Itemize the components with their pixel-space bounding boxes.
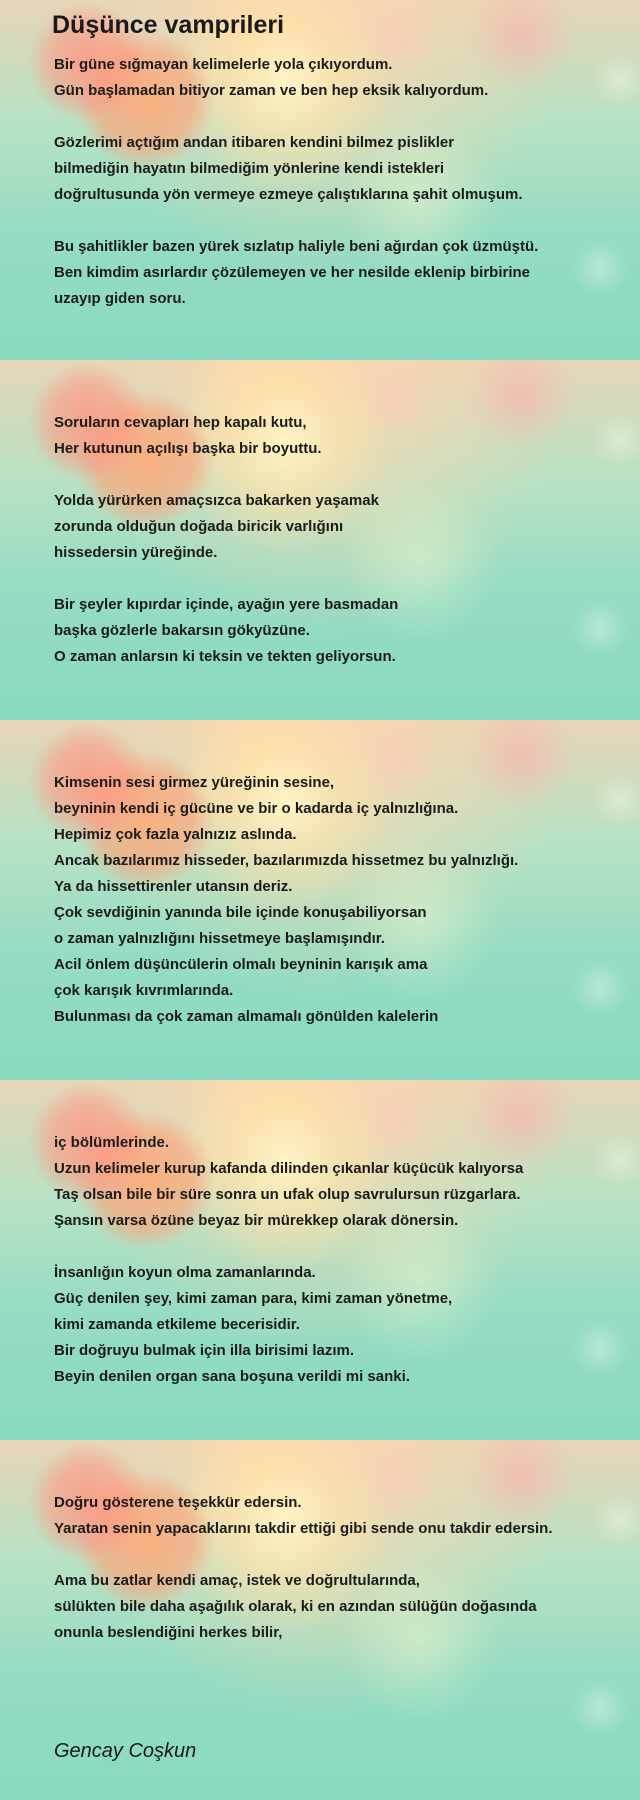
poem-title: Düşünce vamprileri <box>52 11 285 39</box>
poem-line: Gün başlamadan bitiyor zaman ve ben hep eksik kalıyordum. <box>54 82 489 99</box>
poem-line: Ancak bazılarımız hisseder, bazılarımızda hissetmez bu yalnızlığı. <box>54 852 519 869</box>
poem-line: Bir doğruyu bulmak için illa birisimi lazım. <box>54 1342 355 1359</box>
poem-line: Her kutunun açılışı başka bir boyuttu. <box>54 440 322 457</box>
poem-section-3 <box>54 770 518 1030</box>
stanza-gap <box>54 462 398 488</box>
poem-section-5 <box>54 1490 553 1646</box>
poem-line: iç bölümlerinde. <box>54 1134 170 1151</box>
stanza-gap <box>54 1234 523 1260</box>
poem-line: hissedersin yüreğinde. <box>54 544 218 561</box>
poem-line: sülükten bile daha aşağılık olarak, ki en azından sülüğün doğasında <box>54 1598 537 1615</box>
poem-line: Kimsenin sesi girmez yüreğinin sesine, <box>54 774 335 791</box>
poem-line: Uzun kelimeler kurup kafanda dilinden çıkanlar küçücük kalıyorsa <box>54 1160 524 1177</box>
poem-panel-5 <box>0 1440 640 1800</box>
poem-section-2 <box>54 410 398 670</box>
poem-line: Soruların cevapları hep kapalı kutu, <box>54 414 307 431</box>
stanza-gap <box>54 1542 553 1568</box>
poem-line: Taş olsan bile bir süre sonra un ufak olup savrulursun rüzgarlara. <box>54 1186 521 1203</box>
poem-line: o zaman yalnızlığını hissetmeye başlamışındır. <box>54 930 385 947</box>
poem-line: Yolda yürürken amaçsızca bakarken yaşamak <box>54 492 379 509</box>
poem-author: Gencay Coşkun <box>54 1740 197 1762</box>
poem-line: Bulunması da çok zaman almamalı gönülden kalelerin <box>54 1008 439 1025</box>
poem-line: Çok sevdiğinin yanında bile içinde konuşabiliyorsan <box>54 904 427 921</box>
poem-line: Güç denilen şey, kimi zaman para, kimi zaman yönetme, <box>54 1290 453 1307</box>
poem-line: bilmediğin hayatın bilmediğim yönlerine kendi istekleri <box>54 160 445 177</box>
poem-line: Doğru gösterene teşekkür edersin. <box>54 1494 302 1511</box>
poem-line: beyninin kendi iç gücüne ve bir o kadarda iç yalnızlığına. <box>54 800 459 817</box>
poem-line: Bu şahitlikler bazen yürek sızlatıp haliyle beni ağırdan çok üzmüştü. <box>54 238 539 255</box>
poem-line: Bir güne sığmayan kelimelerle yola çıkıyordum. <box>54 56 393 73</box>
poem-line: Yaratan senin yapacaklarını takdir ettiği gibi sende onu takdir edersin. <box>54 1520 553 1537</box>
poem-line: İnsanlığın koyun olma zamanlarında. <box>54 1264 316 1281</box>
stanza-gap <box>54 208 538 234</box>
poem-line: Beyin denilen organ sana boşuna verildi mi sanki. <box>54 1368 410 1385</box>
poem-line: başka gözlerle bakarsın gökyüzüne. <box>54 622 310 639</box>
poem-line: Ama bu zatlar kendi amaç, istek ve doğrultularında, <box>54 1572 420 1589</box>
poem-section-1 <box>54 52 538 312</box>
poem-line: çok karışık kıvrımlarında. <box>54 982 234 999</box>
poem-line: zorunda olduğun doğada biricik varlığını <box>54 518 344 535</box>
poem-line: Ya da hissettirenler utansın deriz. <box>54 878 293 895</box>
stanza-gap <box>54 566 398 592</box>
poem-panel-2 <box>0 360 640 720</box>
poem-panel-1 <box>0 0 640 360</box>
poem-section-4 <box>54 1130 523 1390</box>
poem-line: Hepimiz çok fazla yalnızız aslında. <box>54 826 297 843</box>
poem-panel-3 <box>0 720 640 1080</box>
poem-line: Gözlerimi açtığım andan itibaren kendini bilmez pislikler <box>54 134 455 151</box>
poem-line: doğrultusunda yön vermeye ezmeye çalıştıklarına şahit olmuşum. <box>54 186 523 203</box>
poem-line: Acil önlem düşüncülerin olmalı beyninin karışık ama <box>54 956 428 973</box>
poem-line: uzayıp giden soru. <box>54 290 186 307</box>
poem-line: Şansın varsa özüne beyaz bir mürekkep olarak dönersin. <box>54 1212 459 1229</box>
poem-line: Bir şeyler kıpırdar içinde, ayağın yere basmadan <box>54 596 399 613</box>
stanza-gap <box>54 104 538 130</box>
poem-line: Ben kimdim asırlardır çözülemeyen ve her nesilde eklenip birbirine <box>54 264 531 281</box>
poem-panel-4 <box>0 1080 640 1440</box>
poem-line: onunla beslendiğini herkes bilir, <box>54 1624 283 1641</box>
poem-line: kimi zamanda etkileme becerisidir. <box>54 1316 300 1333</box>
poem-line: O zaman anlarsın ki teksin ve tekten geliyorsun. <box>54 648 396 665</box>
